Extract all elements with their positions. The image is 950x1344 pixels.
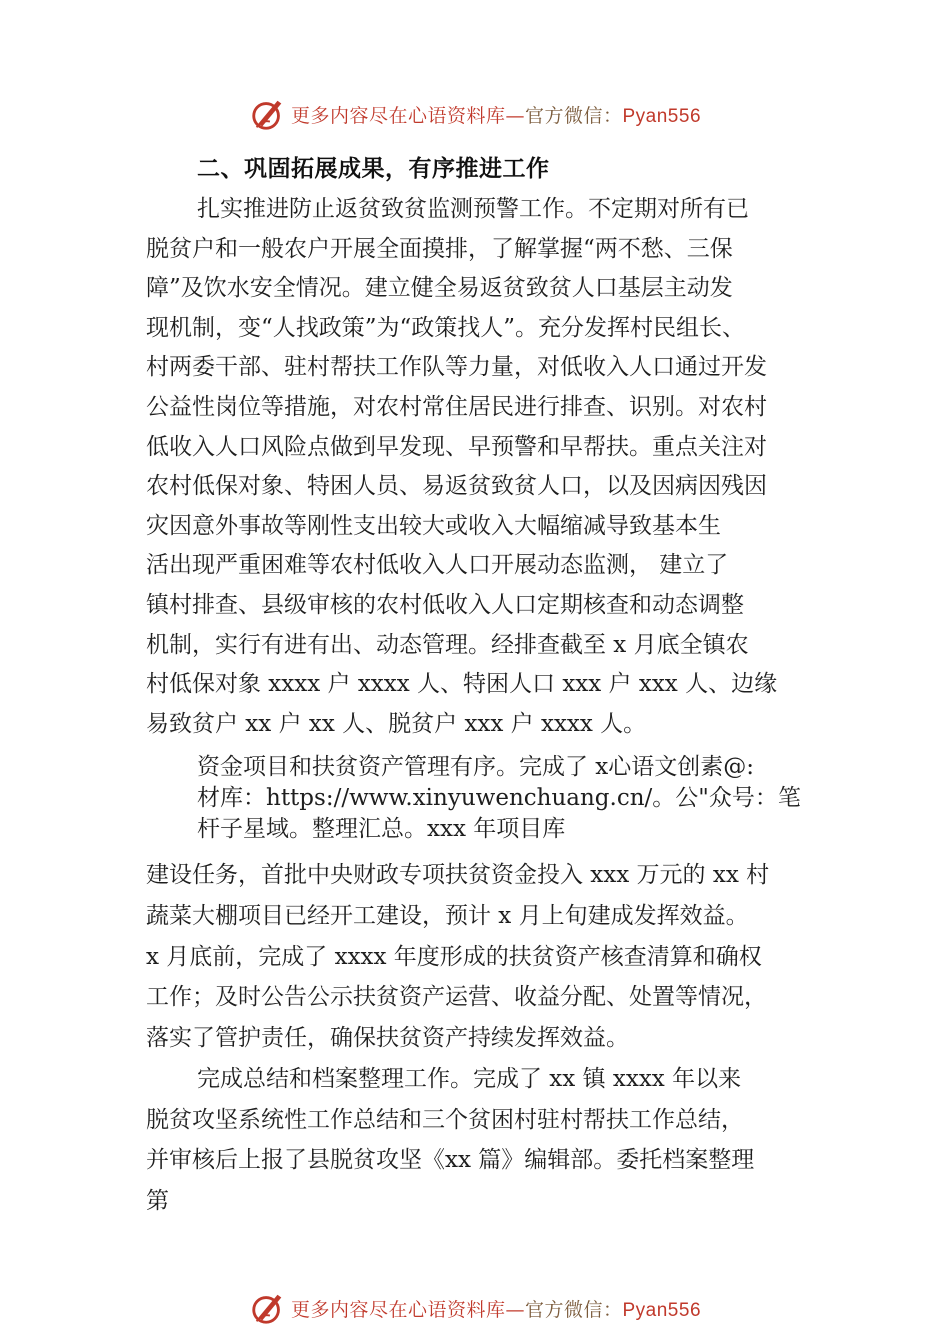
text-line: 现机制，变“人找政策”为“政策找人”。充分发挥村民组长、 <box>146 314 746 341</box>
banner-dash: — <box>505 104 525 127</box>
text-line: 扎实推进防止返贫致贫监测预警工作。不定期对所有已 <box>197 196 749 222</box>
paragraph-monitoring <box>146 190 818 744</box>
text-line: 灾因意外事故等刚性支出较大或收入大幅缩减导致基本生 <box>146 512 721 539</box>
text-line: 蔬菜大棚项目已经开工建设，预计 x 月上旬建成发挥效益。 <box>146 902 749 929</box>
banner-dash: — <box>505 1298 525 1321</box>
banner-official-label: 官方微信： <box>524 104 623 127</box>
text-line: 材库：https://www.xinyuwenchuang.cn/。公"众号：笔 <box>197 785 801 811</box>
banner-main-text: 更多内容尽在心语资料库 <box>290 1298 506 1321</box>
text-line: 第 <box>146 1187 169 1214</box>
text-line: x 月底前，完成了 xxxx 年度形成的扶贫资产核查清算和确权 <box>146 943 762 970</box>
text-line: 完成总结和档案整理工作。完成了 xx 镇 xxxx 年以来 <box>197 1066 742 1092</box>
text-line: 易致贫户 xx 户 xx 人、脱贫户 xxx 户 xxxx 人。 <box>146 710 647 737</box>
text-line: 村两委干部、驻村帮扶工作队等力量，对低收入人口通过开发 <box>146 354 767 381</box>
text-line: 脱贫户和一般农户开展全面摸排，了解掌握“两不愁、三保 <box>146 235 733 262</box>
text-line: 脱贫攻坚系统性工作总结和三个贫困村驻村帮扶工作总结， <box>146 1106 744 1133</box>
text-line: 低收入人口风险点做到早发现、早预警和早帮扶。重点关注对 <box>146 433 767 460</box>
text-line: 村低保对象 xxxx 户 xxxx 人、特困人口 xxx 户 xxx 人、边缘 <box>146 671 778 698</box>
paragraph-summary <box>146 1059 818 1221</box>
text-line: 资金项目和扶贫资产管理有序。完成了 x心语文创素@: <box>197 754 755 780</box>
banner-wechat-id: Pyan556 <box>622 105 702 127</box>
banner-official-label: 官方微信： <box>524 1298 623 1321</box>
text-line: 并审核后上报了县脱贫攻坚《xx 篇》编辑部。委托档案整理 <box>146 1147 755 1173</box>
paragraph-funds <box>197 752 822 845</box>
brush-logo-icon <box>249 1289 287 1327</box>
text-line: 落实了管护责任，确保扶贫资产持续发挥效益。 <box>146 1025 629 1052</box>
paragraph-assets <box>146 855 818 1059</box>
section-heading: 二、巩固拓展成果，有序推进工作 <box>197 156 550 182</box>
brush-logo-icon <box>249 95 287 133</box>
banner-main-text: 更多内容尽在心语资料库 <box>290 104 506 127</box>
banner-text <box>291 1295 701 1322</box>
banner-wechat-id: Pyan556 <box>622 1299 702 1321</box>
text-line: 活出现严重困难等农村低收入人口开展动态监测， 建立了 <box>146 552 729 579</box>
text-line: 公益性岗位等措施，对农村常住居民进行排查、识别。对农村 <box>146 393 767 420</box>
footer-banner <box>0 1286 950 1330</box>
text-line: 镇村排查、县级审核的农村低收入人口定期核查和动态调整 <box>146 591 744 618</box>
text-line: 杆子星域。整理汇总。xxx 年项目库 <box>197 816 566 842</box>
text-line: 机制，实行有进有出、动态管理。经排查截至 x 月底全镇农 <box>146 631 749 658</box>
header-banner <box>0 92 950 136</box>
banner-text <box>291 101 701 128</box>
text-line: 建设任务，首批中央财政专项扶贫资金投入 xxx 万元的 xx 村 <box>146 862 770 888</box>
text-line: 农村低保对象、特困人员、易返贫致贫人口，以及因病因残因 <box>146 473 767 500</box>
text-line: 障”及饮水安全情况。建立健全易返贫致贫人口基层主动发 <box>146 275 733 302</box>
text-line: 工作；及时公告公示扶贫资产运营、收益分配、处置等情况， <box>146 984 767 1011</box>
